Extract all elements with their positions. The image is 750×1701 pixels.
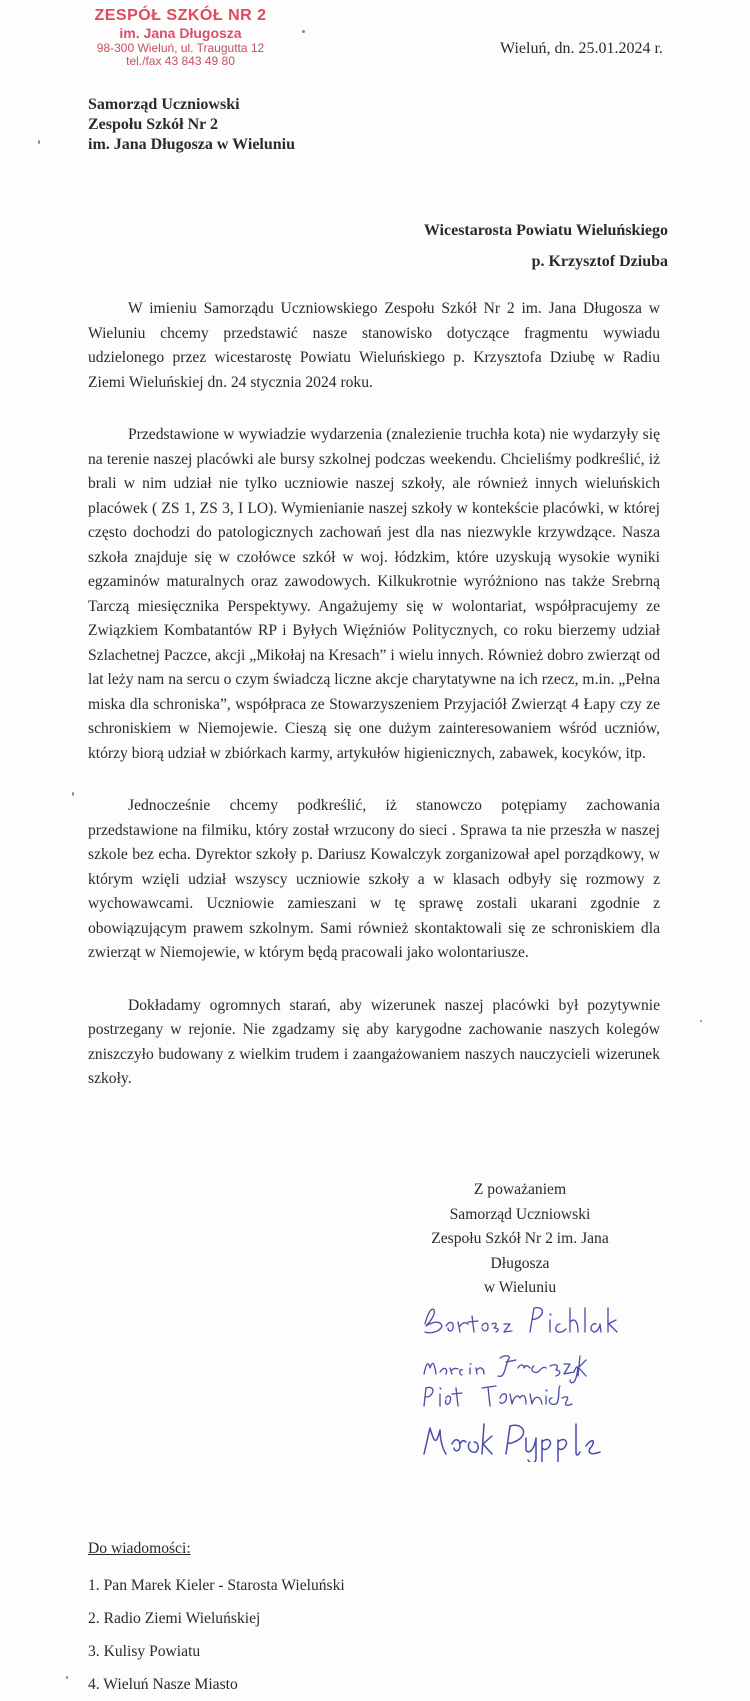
sender-line-3: im. Jana Długosza w Wieluniu [88, 136, 296, 153]
signature-1 [425, 1308, 617, 1333]
closing-block [400, 1178, 640, 1301]
letter-date: Wieluń, dn. 25.01.2024 r. [500, 40, 663, 57]
signature-2 [424, 1356, 586, 1383]
body-paragraph: Dokładamy ogromnych starań, aby wizerunek naszej placówki był pozytywnie postrzegany w rejonie. Nie zgadzamy się aby karygodne zachowanie naszych kolegów zniszczyło budowany z wielkim trudem i zaangażowaniem naszych nauczycieli wizerunek szkoły. [88, 996, 660, 1087]
copy-recipients [88, 1532, 345, 1701]
stamp-line-2: im. Jana Długosza [119, 25, 242, 41]
stamp-line-1: ZESPÓŁ SZKÓŁ NR 2 [94, 7, 267, 24]
addressee-line-2: p. Krzysztof Dziuba [531, 253, 668, 270]
letter-body [88, 297, 660, 1120]
addressee-block [424, 215, 668, 277]
cc-item: 2. Radio Ziemi Wieluńskiej [88, 1610, 261, 1627]
stamp-line-4: tel./fax 43 843 49 80 [126, 54, 235, 68]
body-paragraph: Jednocześnie chcemy podkreślić, iż stanowczo potępiamy zachowania przedstawione na filmiku, który został wrzucony do sieci . Sprawa ta nie przeszła w naszej szkole bez echa. Dyrektor szkoły p. Dariusz Kowalczyk zorganizował apel porządkowy, w którym wzięli udział wszyscy uczniowie szkoły a w klasach odbyły się rozmowy z wychowawcami. Uczniowie zamieszani w tę sprawę zostali ukarani zgodnie z obowiązującym prawem szkolnym. Sami również skontaktowali się ze schroniskiem dla zwierząt w Niemojewie, w którym będą pracowali jako wolontariusze. [88, 797, 660, 961]
handwritten-signatures [420, 1302, 680, 1462]
stamp-line-3: 98-300 Wieluń, ul. Traugutta 12 [96, 41, 265, 55]
scan-speck [38, 140, 40, 144]
body-paragraph: W imieniu Samorządu Uczniowskiego Zespołu Szkół Nr 2 im. Jana Długosza w Wieluniu chcemy przedstawić nasze stanowisko dotyczące fragmentu wywiadu udzielonego przez wicestarostę Powiatu Wieluńskiego p. Krzysztofa Dziubę w Radiu Ziemi Wieluńskiej dn. 24 stycznia 2024 roku. [88, 300, 660, 391]
scan-speck [66, 1676, 68, 1679]
sender-line-2: Zespołu Szkół Nr 2 [88, 116, 218, 133]
school-stamp [78, 8, 283, 67]
sender-line-1: Samorząd Uczniowski [88, 96, 240, 113]
signature-4 [424, 1424, 600, 1462]
scan-speck [700, 1020, 702, 1022]
body-paragraph: Przedstawione w wywiadzie wydarzenia (znalezienie truchła kota) nie wydarzyły się na terenie naszej placówki ale bursy szkolnej podczas weekendu. Chcieliśmy podkreślić, iż brali w nim udział nie tylko uczniowie naszej szkoły, ale również innych wieluńskich placówek ( ZS 1, ZS 3, I LO). Wymienianie naszej szkoły w kontekście placówki, w której często dochodzi do patologicznych zachowań jest dla nas niezwykle krzywdzące. Nasza szkoła znajduje się w czołówce szkół w woj. łódzkim, które uzyskują wysokie wyniki egzaminów maturalnych oraz zawodowych. Kilkukrotnie wyróżniono nas także Srebrną Tarczą miesięcznika Perspektywy. Angażujemy się w wolontariat, współpracujemy ze Związkiem Kombatantów RP i Byłych Więźniów Politycznych, co roku bierzemy udział Szlachetnej Paczce, akcji „Mikołaj na Kresach” i wielu innych. Również dobro zwierząt od lat leży nam na sercu o czym świadczą liczne akcje charytatywne na ich rzecz, m.in. „Pełna miska dla schroniska”, współpraca ze Stowarzyszeniem Przyjaciół Zwierząt 4 Łapy czy ze schroniskiem w Niemojewie. Cieszą się one dużym zainteresowaniem wśród uczniów, którzy biorą udział w zbiórkach karmy, artykułów higienicznych, zabawek, kocyków, itp. [88, 426, 660, 762]
closing-line-1: Z poważaniem [473, 1181, 567, 1198]
closing-line-4: w Wieluniu [483, 1279, 557, 1296]
scan-speck [72, 792, 74, 796]
signatures-drawing [420, 1302, 680, 1462]
addressee-line-1: Wicestarosta Powiatu Wieluńskiego [423, 222, 668, 239]
cc-item: 3. Kulisy Powiatu [88, 1643, 201, 1660]
cc-title: Do wiadomości: [88, 1540, 191, 1557]
sender-block [88, 95, 295, 155]
closing-line-2: Samorząd Uczniowski [449, 1205, 591, 1223]
signature-3 [424, 1386, 572, 1406]
cc-item: 4. Wieluń Nasze Miasto [88, 1676, 238, 1693]
closing-line-3: Zespołu Szkół Nr 2 im. Jana Długosza [431, 1230, 609, 1272]
scan-speck [302, 30, 305, 33]
cc-item: 1. Pan Marek Kieler - Starosta Wieluński [88, 1577, 345, 1594]
